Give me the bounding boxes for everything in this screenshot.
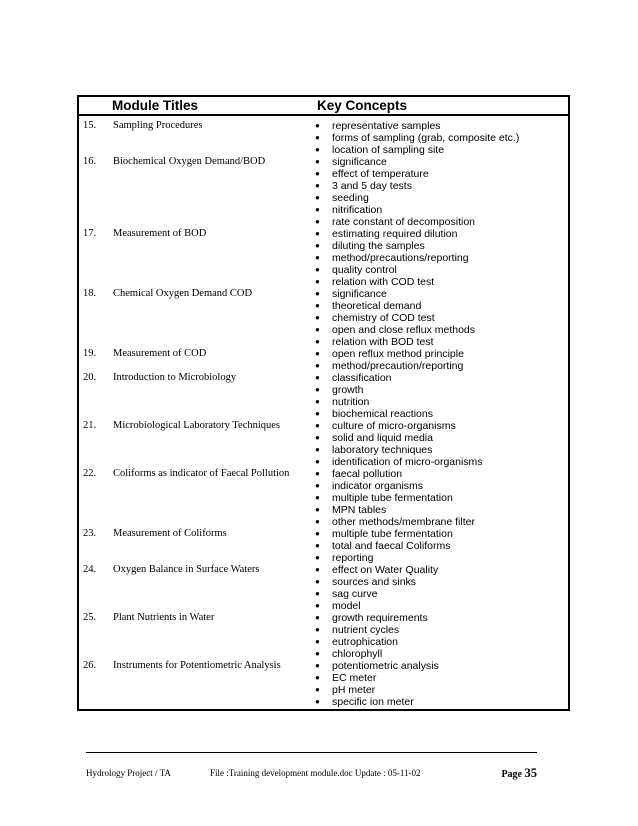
table-row	[79, 624, 568, 636]
key-concept: laboratory techniques	[332, 444, 433, 456]
key-concept: indicator organisms	[332, 480, 424, 492]
key-concept: method/precautions/reporting	[332, 252, 469, 264]
key-concept: EC meter	[332, 672, 377, 684]
key-concept: chemistry of COD test	[332, 312, 435, 324]
table-row	[79, 492, 568, 504]
key-concept: growth requirements	[332, 612, 428, 624]
module-number: 15.	[83, 120, 97, 131]
bullet-icon: ●	[315, 373, 320, 382]
table-row	[79, 276, 568, 288]
bullet-icon: ●	[315, 253, 320, 262]
key-concept: quality control	[332, 264, 397, 276]
table-row	[79, 180, 568, 192]
footer-page	[501, 767, 537, 781]
table-row	[79, 324, 568, 336]
module-title: Coliforms as indicator of Faecal Pollution	[113, 468, 290, 479]
key-concept: open and close reflux methods	[332, 324, 476, 336]
key-concept: effect of temperature	[332, 168, 429, 180]
table-row	[79, 144, 568, 156]
bullet-icon: ●	[315, 481, 320, 490]
key-concept: solid and liquid media	[332, 432, 433, 444]
module-title: Introduction to Microbiology	[113, 372, 237, 383]
table-row	[79, 384, 568, 396]
table-row	[79, 504, 568, 516]
table-row	[79, 468, 568, 480]
bullet-icon: ●	[315, 409, 320, 418]
bullet-icon: ●	[315, 229, 320, 238]
key-concept: relation with BOD test	[332, 336, 434, 348]
module-title: Measurement of COD	[113, 348, 207, 359]
key-concept: nitrification	[332, 204, 383, 216]
bullet-icon: ●	[315, 133, 320, 142]
bullet-icon: ●	[315, 421, 320, 430]
table-row	[79, 264, 568, 276]
table-row	[79, 252, 568, 264]
module-number: 17.	[83, 228, 97, 239]
bullet-icon: ●	[315, 157, 320, 166]
module-number: 23.	[83, 528, 97, 539]
module-title: Measurement of Coliforms	[113, 528, 227, 539]
table-row	[79, 540, 568, 552]
footer-file-info: File :Training development module.doc Update : 05-11-02	[210, 768, 421, 778]
table-header	[79, 97, 568, 116]
bullet-icon: ●	[315, 325, 320, 334]
module-number: 19.	[83, 348, 97, 359]
table-row	[79, 288, 568, 300]
bullet-icon: ●	[315, 493, 320, 502]
bullet-icon: ●	[315, 589, 320, 598]
bullet-icon: ●	[315, 349, 320, 358]
table-row	[79, 612, 568, 624]
module-title: Measurement of BOD	[113, 228, 207, 239]
bullet-icon: ●	[315, 529, 320, 538]
key-concept: sag curve	[332, 588, 378, 600]
footer-divider	[86, 752, 537, 753]
table-row	[79, 204, 568, 216]
table-row	[79, 420, 568, 432]
bullet-icon: ●	[315, 613, 320, 622]
table-row	[79, 216, 568, 228]
key-concept: significance	[332, 288, 387, 300]
module-title: Oxygen Balance in Surface Waters	[113, 564, 260, 575]
key-concept: eutrophication	[332, 636, 398, 648]
bullet-icon: ●	[315, 649, 320, 658]
key-concept: representative samples	[332, 120, 441, 132]
key-concept: potentiometric analysis	[332, 660, 439, 672]
table-row	[79, 648, 568, 660]
key-concept: theoretical demand	[332, 300, 422, 312]
key-concept: rate constant of decomposition	[332, 216, 476, 228]
bullet-icon: ●	[315, 337, 320, 346]
bullet-icon: ●	[315, 565, 320, 574]
key-concept: 3 and 5 day tests	[332, 180, 412, 192]
table-row	[79, 228, 568, 240]
key-concept: nutrition	[332, 396, 370, 408]
key-concept: multiple tube fermentation	[332, 492, 453, 504]
table-row	[79, 408, 568, 420]
key-concept: relation with COD test	[332, 276, 435, 288]
table-row	[79, 348, 568, 360]
table-row	[79, 516, 568, 528]
key-concept: model	[332, 600, 361, 612]
table-row	[79, 120, 568, 132]
key-concept: open reflux method principle	[332, 348, 464, 360]
key-concept: reporting	[332, 552, 374, 564]
bullet-icon: ●	[315, 541, 320, 550]
table-row	[79, 696, 568, 708]
key-concept: diluting the samples	[332, 240, 425, 252]
bullet-icon: ●	[315, 121, 320, 130]
table-row	[79, 588, 568, 600]
table-row	[79, 600, 568, 612]
bullet-icon: ●	[315, 385, 320, 394]
bullet-icon: ●	[315, 241, 320, 250]
bullet-icon: ●	[315, 469, 320, 478]
bullet-icon: ●	[315, 685, 320, 694]
table-row	[79, 480, 568, 492]
bullet-icon: ●	[315, 433, 320, 442]
key-concept: culture of micro-organisms	[332, 420, 456, 432]
bullet-icon: ●	[315, 661, 320, 670]
key-concept: nutrient cycles	[332, 624, 400, 636]
bullet-icon: ●	[315, 577, 320, 586]
bullet-icon: ●	[315, 217, 320, 226]
bullet-icon: ●	[315, 205, 320, 214]
footer-page-number: 35	[524, 766, 537, 780]
module-number: 21.	[83, 420, 97, 431]
bullet-icon: ●	[315, 181, 320, 190]
bullet-icon: ●	[315, 193, 320, 202]
key-concept: significance	[332, 156, 387, 168]
bullet-icon: ●	[315, 397, 320, 406]
table-row	[79, 132, 568, 144]
bullet-icon: ●	[315, 277, 320, 286]
key-concept: seeding	[332, 192, 369, 204]
bullet-icon: ●	[315, 169, 320, 178]
module-number: 26.	[83, 660, 97, 671]
table-row	[79, 672, 568, 684]
key-concept: estimating required dilution	[332, 228, 458, 240]
bullet-icon: ●	[315, 361, 320, 370]
bullet-icon: ●	[315, 445, 320, 454]
table-row	[79, 552, 568, 564]
bullet-icon: ●	[315, 505, 320, 514]
footer-project: Hydrology Project / TA	[86, 768, 171, 778]
module-table	[77, 95, 570, 711]
table-body	[79, 120, 568, 708]
table-row	[79, 300, 568, 312]
bullet-icon: ●	[315, 553, 320, 562]
bullet-icon: ●	[315, 265, 320, 274]
table-row	[79, 312, 568, 324]
key-concept: method/precaution/reporting	[332, 360, 464, 372]
module-title: Chemical Oxygen Demand COD	[113, 288, 253, 299]
footer-page-label: Page	[501, 769, 525, 780]
key-concept: growth	[332, 384, 364, 396]
header-key-concepts: Key Concepts	[317, 98, 408, 113]
table-row	[79, 456, 568, 468]
module-title: Microbiological Laboratory Techniques	[113, 420, 281, 431]
table-row	[79, 396, 568, 408]
bullet-icon: ●	[315, 145, 320, 154]
bullet-icon: ●	[315, 517, 320, 526]
bullet-icon: ●	[315, 289, 320, 298]
table-row	[79, 528, 568, 540]
key-concept: specific ion meter	[332, 696, 414, 708]
key-concept: classification	[332, 372, 392, 384]
key-concept: pH meter	[332, 684, 376, 696]
module-number: 22.	[83, 468, 97, 479]
table-row	[79, 636, 568, 648]
key-concept: identification of micro-organisms	[332, 456, 483, 468]
key-concept: total and faecal Coliforms	[332, 540, 451, 552]
bullet-icon: ●	[315, 301, 320, 310]
key-concept: sources and sinks	[332, 576, 417, 588]
module-title: Biochemical Oxygen Demand/BOD	[113, 156, 266, 167]
table-row	[79, 444, 568, 456]
table-row	[79, 192, 568, 204]
module-number: 20.	[83, 372, 97, 383]
table-row	[79, 156, 568, 168]
table-row	[79, 684, 568, 696]
table-row	[79, 432, 568, 444]
table-row	[79, 576, 568, 588]
module-title: Plant Nutrients in Water	[113, 612, 215, 623]
key-concept: forms of sampling (grab, composite etc.)	[332, 132, 520, 144]
key-concept: biochemical reactions	[332, 408, 433, 420]
table-row	[79, 336, 568, 348]
bullet-icon: ●	[315, 637, 320, 646]
module-title: Instruments for Potentiometric Analysis	[113, 660, 281, 671]
bullet-icon: ●	[315, 457, 320, 466]
bullet-icon: ●	[315, 625, 320, 634]
header-module-titles: Module Titles	[112, 98, 199, 113]
table-row	[79, 660, 568, 672]
table-row	[79, 372, 568, 384]
module-number: 25.	[83, 612, 97, 623]
key-concept: multiple tube fermentation	[332, 528, 453, 540]
table-row	[79, 240, 568, 252]
module-title: Sampling Procedures	[113, 120, 203, 131]
table-row	[79, 360, 568, 372]
key-concept: MPN tables	[332, 504, 387, 516]
bullet-icon: ●	[315, 697, 320, 706]
table-row	[79, 564, 568, 576]
key-concept: effect on Water Quality	[332, 564, 439, 576]
key-concept: location of sampling site	[332, 144, 445, 156]
bullet-icon: ●	[315, 601, 320, 610]
bullet-icon: ●	[315, 673, 320, 682]
module-number: 18.	[83, 288, 97, 299]
module-number: 24.	[83, 564, 97, 575]
table-row	[79, 168, 568, 180]
key-concept: faecal pollution	[332, 468, 403, 480]
bullet-icon: ●	[315, 313, 320, 322]
key-concept: chlorophyll	[332, 648, 383, 660]
key-concept: other methods/membrane filter	[332, 516, 475, 528]
module-number: 16.	[83, 156, 97, 167]
